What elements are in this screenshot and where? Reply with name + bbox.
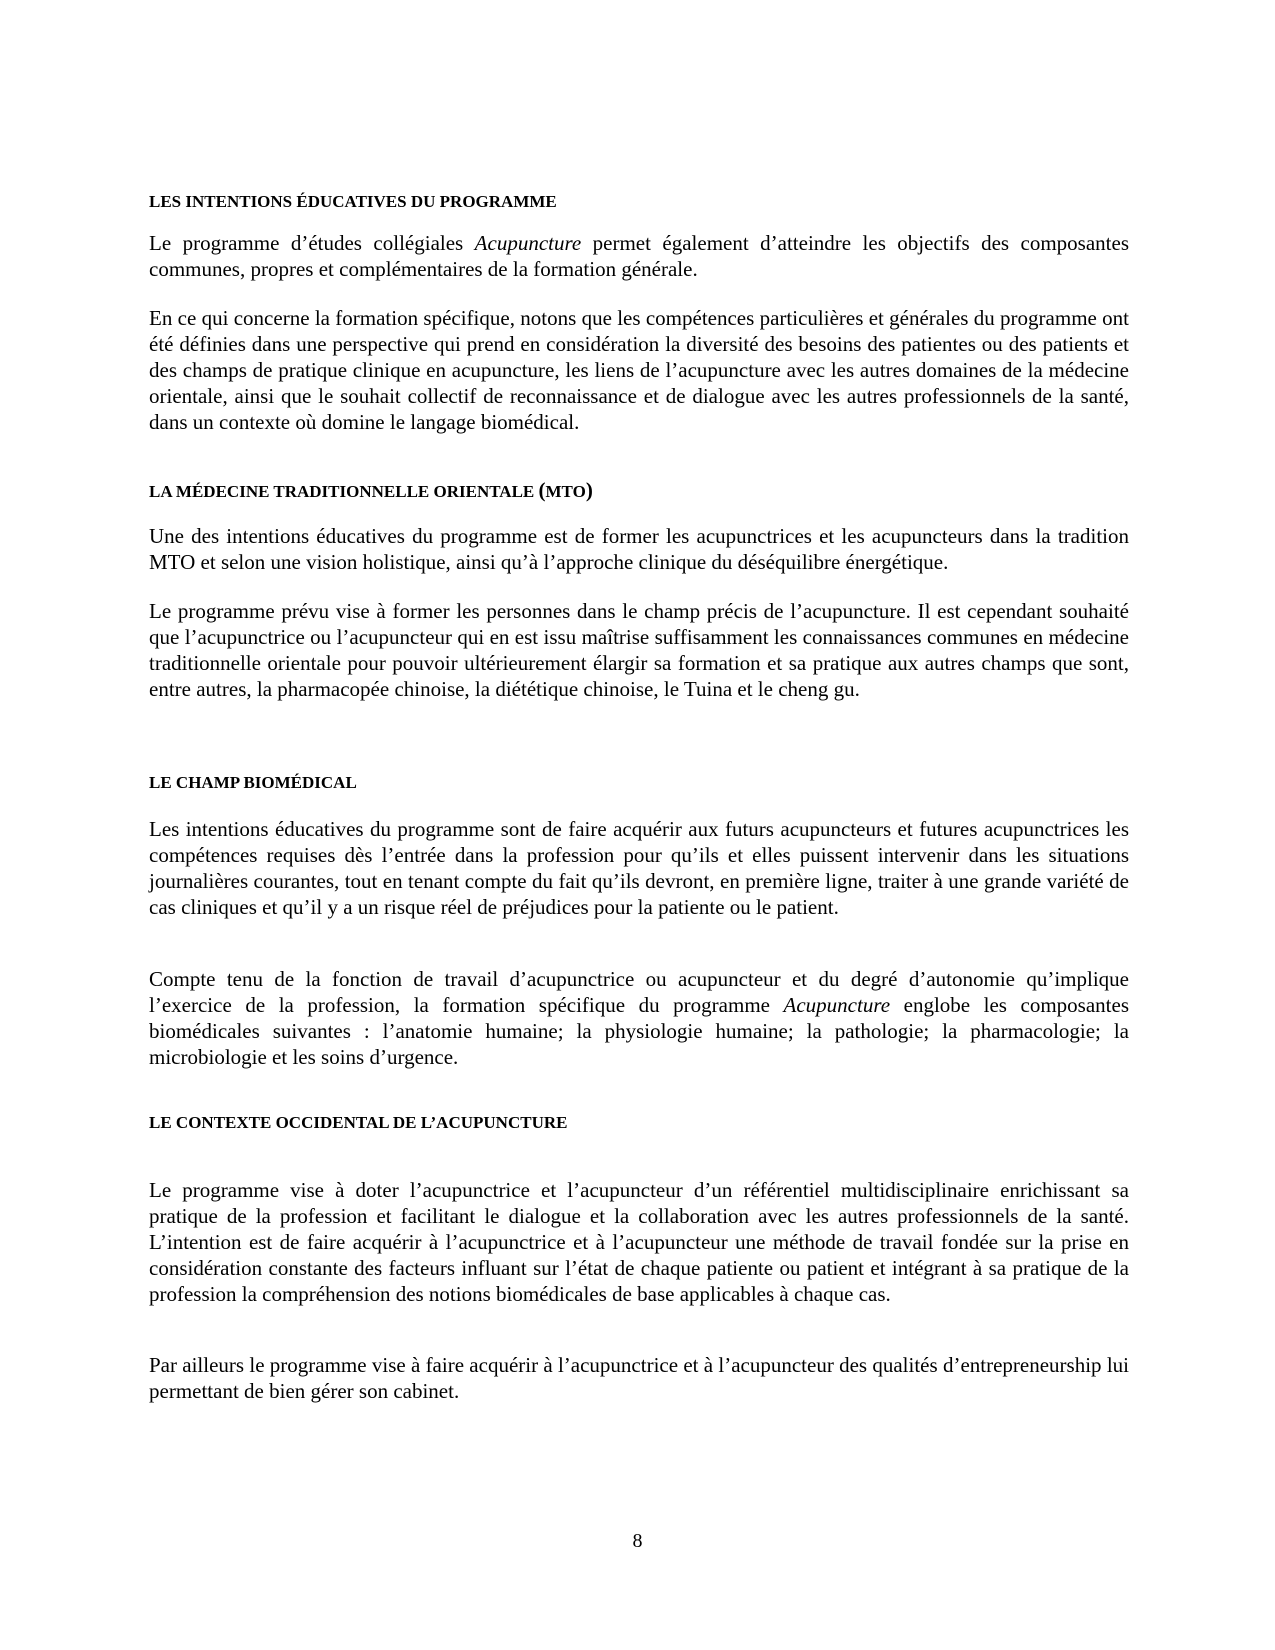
paren-open: ( bbox=[538, 478, 546, 502]
page-number: 8 bbox=[632, 1530, 643, 1552]
text-span: Compte tenu de la fonction de travail d’acupunctrice ou acupuncteur et du degré d’autonomie qu’implique l’exercice de la profession, la formation spécifique du programme bbox=[149, 967, 1129, 1017]
section-heading-mto bbox=[149, 480, 593, 502]
program-name-italic: Acupuncture bbox=[474, 231, 582, 255]
text-span: permet également d’atteindre les objectifs des composantes communes, propres et complémentaires de la formation générale. bbox=[149, 231, 1129, 281]
section-heading-biomedical: LE CHAMP BIOMÉDICAL bbox=[149, 773, 357, 792]
paragraph-biomedical-2 bbox=[149, 966, 1129, 1070]
text-span: Le programme d’études collégiales bbox=[149, 231, 475, 255]
paragraph-mto-1: Une des intentions éducatives du programme est de former les acupunctrices et les acupuncteurs dans la tradition MTO et selon une vision holistique, ainsi qu’à l’approche clinique du déséquilibre énergétique. bbox=[149, 524, 1129, 574]
paragraph-intentions-2: En ce qui concerne la formation spécifique, notons que les compétences particulières et générales du programme ont été définies dans une perspective qui prend en considération la diversité des besoins des patientes ou des patients et des champs de pratique clinique en acupuncture, les liens de l’acupuncture avec les autres domaines de la médecine orientale, ainsi que le souhait collectif de reconnaissance et de dialogue avec les autres professionnels de la santé, dans un contexte où domine le langage biomédical. bbox=[149, 306, 1129, 434]
paragraph-intentions-1 bbox=[149, 230, 1129, 282]
paragraph-mto-2: Le programme prévu vise à former les personnes dans le champ précis de l’acupuncture. Il est cependant souhaité que l’acupunctrice ou l’acupuncteur qui en est issu maîtrise suffisamment les connaissances communes en médecine traditionnelle orientale pour pouvoir ultérieurement élargir sa formation et sa pratique aux autres champs que sont, entre autres, la pharmacopée chinoise, la diététique chinoise, le Tuina et le cheng gu. bbox=[149, 599, 1129, 701]
heading-abbr: MTO bbox=[545, 482, 586, 501]
paragraph-western-1: Le programme vise à doter l’acupunctrice et l’acupuncteur d’un référentiel multidisciplinaire enrichissant sa pratique de la profession et facilitant le dialogue et la collaboration avec les autres professionnels de la santé. L’intention est de faire acquérir à l’acupunctrice et à l’acupuncteur une méthode de travail fondée sur la prise en considération constante des facteurs influant sur l’état de chaque patiente ou patient et intégrant à sa pratique de la profession la compréhension des notions biomédicales de base applicables à chaque cas. bbox=[149, 1178, 1129, 1306]
section-heading-intentions: LES INTENTIONS ÉDUCATIVES DU PROGRAMME bbox=[149, 192, 557, 211]
program-name-italic: Acupuncture bbox=[783, 993, 891, 1017]
paragraph-western-2: Par ailleurs le programme vise à faire acquérir à l’acupunctrice et à l’acupuncteur des qualités d’entrepreneurship lui permettant de bien gérer son cabinet. bbox=[149, 1353, 1129, 1403]
text-span: englobe les composantes biomédicales suivantes : l’anatomie humaine; la physiologie humaine; la pathologie; la pharmacologie; la microbiologie et les soins d’urgence. bbox=[149, 993, 1130, 1069]
paragraph-biomedical-1: Les intentions éducatives du programme sont de faire acquérir aux futurs acupuncteurs et futures acupunctrices les compétences requises dès l’entrée dans la profession pour qu’ils et elles puissent intervenir dans les situations journalières courantes, tout en tenant compte du fait qu’ils devront, en première ligne, traiter à une grande variété de cas cliniques et qu’il y a un risque réel de préjudices pour la patiente ou le patient. bbox=[149, 817, 1129, 919]
section-heading-western-context: LE CONTEXTE OCCIDENTAL DE L’ACUPUNCTURE bbox=[149, 1113, 568, 1132]
heading-text: LA MÉDECINE TRADITIONNELLE ORIENTALE bbox=[149, 482, 539, 501]
paren-close: ) bbox=[585, 478, 593, 502]
